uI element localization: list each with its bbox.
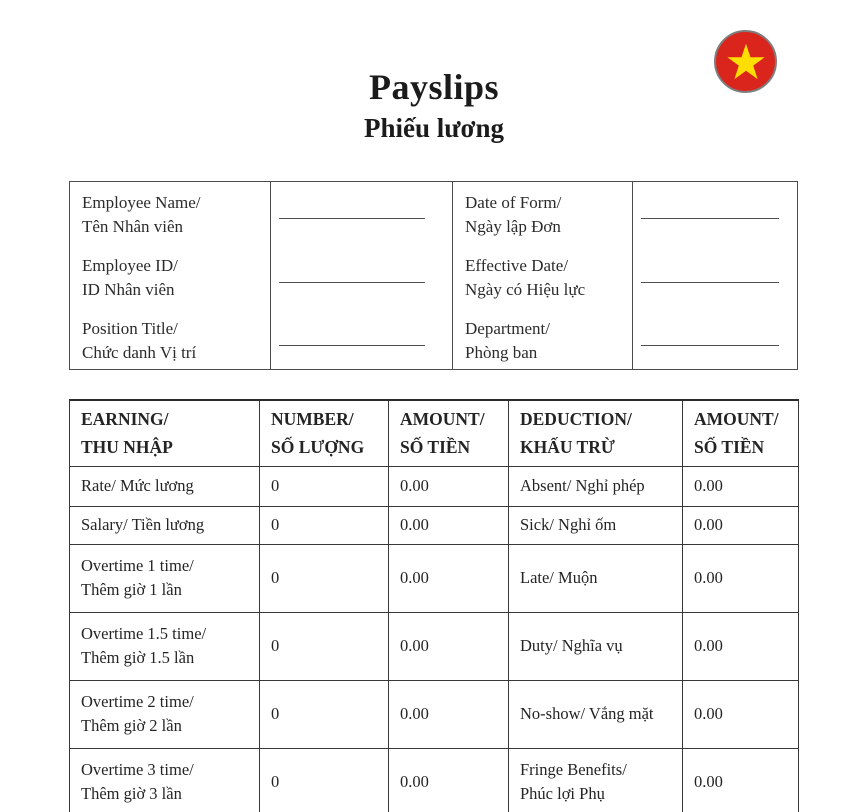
cell-line: Duty/ Nghĩa vụ	[520, 636, 623, 655]
cell-line: Fringe Benefits/	[520, 760, 627, 779]
label-line: Effective Date/	[465, 256, 569, 275]
date-of-form-fill-line[interactable]	[641, 218, 779, 219]
label-line: Department/	[465, 319, 550, 338]
table-header-row	[70, 400, 799, 466]
info-labels-left-column	[70, 182, 271, 369]
cell-earning	[70, 544, 260, 612]
info-fill-right-column	[633, 182, 797, 369]
label-line: Employee Name/	[82, 193, 201, 212]
cell-amount: 0.00	[389, 466, 509, 506]
cell-deduction-amount: 0.00	[683, 506, 799, 544]
cell-line: Overtime 1 time/	[81, 556, 194, 575]
table-row	[70, 680, 799, 748]
header-line: AMOUNT/	[694, 409, 779, 430]
cell-amount: 0.00	[389, 506, 509, 544]
cell-deduction-amount: 0.00	[683, 612, 799, 680]
header-line: SỐ TIỀN	[694, 437, 765, 458]
cell-line: Thêm giờ 1 lần	[81, 580, 182, 599]
page-title: Payslips	[368, 67, 500, 107]
cell-amount: 0.00	[389, 544, 509, 612]
cell-deduction	[509, 748, 683, 812]
cell-amount: 0.00	[389, 680, 509, 748]
effective-date-label	[465, 254, 585, 301]
cell-line: Salary/ Tiền lương	[81, 515, 205, 534]
header-line: SỐ LƯỢNG	[271, 437, 365, 458]
cell-earning	[70, 680, 260, 748]
header-earning	[70, 400, 260, 466]
header-deduction-amount	[683, 400, 799, 466]
employee-name-fill-line[interactable]	[279, 218, 425, 219]
cell-line: Rate/ Mức lương	[81, 476, 194, 495]
header-line: SỐ TIỀN	[400, 437, 471, 458]
cell-number: 0	[260, 680, 389, 748]
header-line: THU NHẬP	[81, 437, 173, 458]
cell-number: 0	[260, 544, 389, 612]
cell-deduction	[509, 506, 683, 544]
label-line: Chức danh Vị trí	[82, 342, 197, 362]
header-amount	[389, 400, 509, 466]
page-subtitle: Phiếu lương	[364, 113, 504, 143]
cell-deduction-amount: 0.00	[683, 544, 799, 612]
info-labels-right-column	[453, 182, 633, 369]
position-title-label	[82, 317, 196, 364]
cell-deduction-amount: 0.00	[683, 466, 799, 506]
cell-deduction	[509, 612, 683, 680]
date-of-form-label	[465, 191, 561, 238]
cell-number: 0	[260, 748, 389, 812]
label-line: Date of Form/	[465, 193, 562, 212]
table-row	[70, 506, 799, 544]
header-deduction	[509, 400, 683, 466]
cell-number: 0	[260, 506, 389, 544]
cell-line: Thêm giờ 1.5 lần	[81, 648, 195, 667]
cell-deduction	[509, 544, 683, 612]
label-line: Ngày lập Đơn	[465, 216, 561, 236]
label-line: ID Nhân viên	[82, 279, 175, 299]
cell-earning	[70, 612, 260, 680]
info-fill-left-column	[271, 182, 453, 369]
cell-line: Thêm giờ 3 lần	[81, 784, 182, 803]
table-row	[70, 612, 799, 680]
cell-earning	[70, 466, 260, 506]
department-fill-line[interactable]	[641, 345, 779, 346]
cell-line: Thêm giờ 2 lần	[81, 716, 182, 735]
header-line: KHẤU TRỪ	[520, 437, 615, 458]
cell-deduction	[509, 680, 683, 748]
cell-line: Overtime 1.5 time/	[81, 624, 207, 643]
earnings-deductions-table	[69, 399, 799, 812]
employee-info-table	[69, 181, 798, 370]
employee-name-label	[82, 191, 201, 238]
cell-amount: 0.00	[389, 748, 509, 812]
header-number	[260, 400, 389, 466]
cell-number: 0	[260, 466, 389, 506]
cell-earning	[70, 748, 260, 812]
header-line: NUMBER/	[271, 409, 354, 430]
label-line: Employee ID/	[82, 256, 178, 275]
cell-line: Overtime 3 time/	[81, 760, 194, 779]
position-title-fill-line[interactable]	[279, 345, 425, 346]
cell-line: Absent/ Nghỉ phép	[520, 476, 645, 495]
cell-amount: 0.00	[389, 612, 509, 680]
cell-line: Sick/ Nghỉ ốm	[520, 515, 617, 534]
table-row	[70, 748, 799, 812]
label-line: Ngày có Hiệu lực	[465, 279, 586, 299]
table-row	[70, 544, 799, 612]
label-line: Position Title/	[82, 319, 178, 338]
cell-line: Phúc lợi Phụ	[520, 784, 605, 803]
effective-date-fill-line[interactable]	[641, 282, 779, 283]
label-line: Tên Nhân viên	[82, 216, 184, 236]
cell-number: 0	[260, 612, 389, 680]
title-block	[0, 66, 868, 144]
employee-id-fill-line[interactable]	[279, 282, 425, 283]
employee-id-label	[82, 254, 178, 301]
table-row	[70, 466, 799, 506]
cell-line: Overtime 2 time/	[81, 692, 194, 711]
cell-deduction	[509, 466, 683, 506]
cell-deduction-amount: 0.00	[683, 748, 799, 812]
header-line: AMOUNT/	[400, 409, 485, 430]
cell-earning	[70, 506, 260, 544]
cell-line: No-show/ Vắng mặt	[520, 704, 654, 723]
header-line: DEDUCTION/	[520, 409, 632, 430]
label-line: Phòng ban	[465, 342, 538, 362]
cell-line: Late/ Muộn	[520, 568, 598, 587]
cell-deduction-amount: 0.00	[683, 680, 799, 748]
department-label	[465, 317, 550, 364]
header-line: EARNING/	[81, 409, 169, 430]
